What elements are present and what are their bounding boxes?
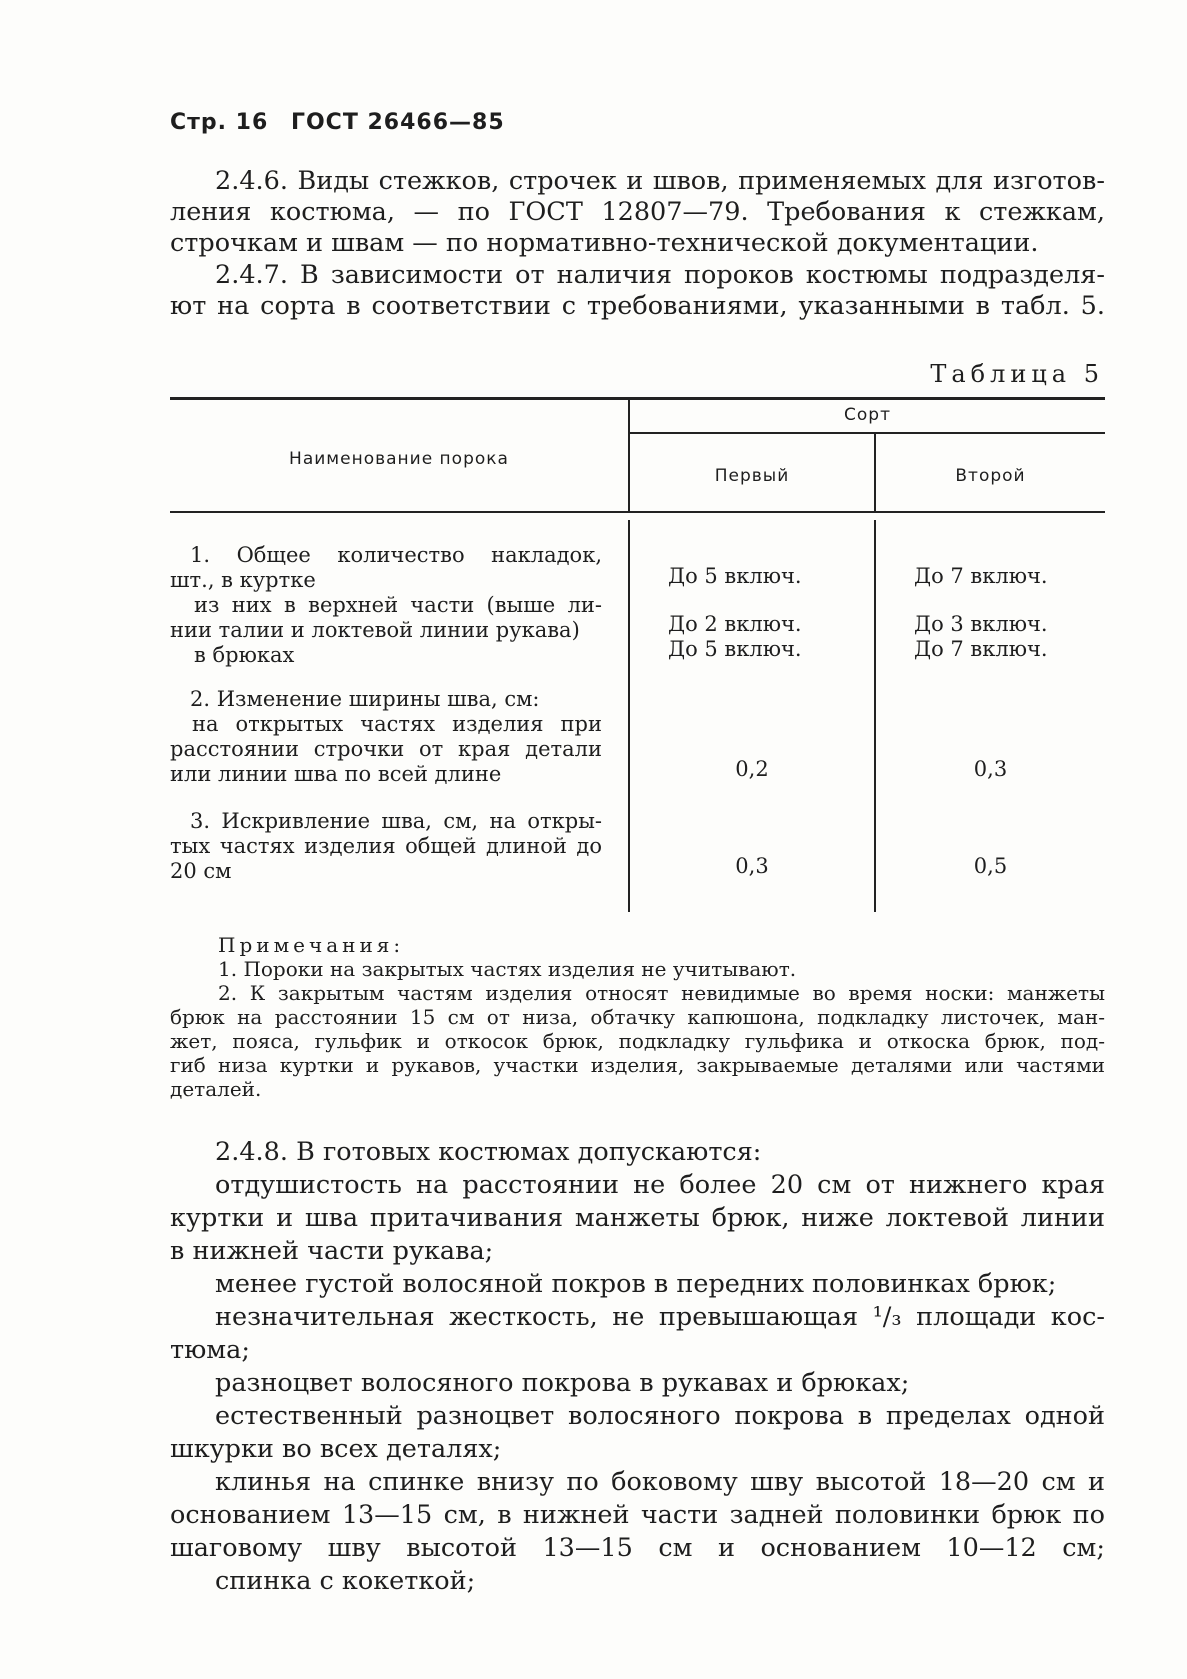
note-line: 2. К закрытым частям изделия относят невидимые во время носки: манжеты [218,981,1105,1005]
cell-line: или линии шва по всей длине [170,762,502,786]
note-line: 1. Пороки на закрытых частях изделия не учитывают. [218,957,797,981]
table-row-2-name [170,687,602,787]
note-line: деталей. [170,1077,262,1101]
text-line: незначительная жесткость, не превышающая ¹/₃ площади кос- [215,1302,1105,1332]
text-line: строчкам и швам — по нормативно-технической документации. [170,228,1039,258]
cell-value: До 7 включ. [914,637,1048,661]
cell-line: 3. Искривление шва, см, на откры- [190,809,602,833]
text-line: 2.4.6. Виды стежков, строчек и швов, применяемых для изготов- [215,166,1105,196]
header-grade: Сорт [844,405,891,425]
table-row-1-first-sub [668,612,802,662]
note-line: гиб низа куртки и рукавов, участки изделия, закрываемые деталями или частями [170,1053,1105,1077]
text-line: в нижней части рукава; [170,1236,494,1266]
text-line: шаговому шву высотой 13—15 см и основанием 10—12 см; [170,1533,1105,1563]
table-row-3-first: 0,3 [735,854,769,878]
cell-value: До 7 включ. [914,564,1048,588]
text-line: 2.4.8. В готовых костюмах допускаются: [215,1137,762,1167]
text-line: куртки и шва притачивания манжеты брюк, ниже локтевой линии [170,1203,1105,1233]
table-row-1-first [668,564,802,589]
table-row-1-second [914,564,1048,589]
cell-line: расстоянии строчки от края детали [170,737,602,761]
page-header [170,110,519,135]
note-line: жет, пояса, гульфик и откосок брюк, подкладку гульфика и откоска брюк, под- [170,1029,1105,1053]
header-second-grade: Второй [955,466,1026,486]
table-row-2-second: 0,3 [973,757,1008,781]
text-line: клинья на спинке внизу по боковому шву высотой 18—20 см и [215,1467,1105,1497]
table-row-1-name [170,543,602,668]
table-notes [170,933,1105,1101]
table-top-rule [170,397,1105,400]
text-line: отдушистость на расстоянии не более 20 см от нижнего края [215,1170,1105,1200]
cell-value: До 5 включ. [668,564,802,588]
note-line: брюк на расстоянии 15 см от низа, обтачку капюшона, подкладку листочек, ман- [170,1005,1105,1029]
cell-line: из них в верхней части (выше ли- [194,593,602,617]
table-header-rule [170,511,1105,513]
cell-value: До 5 включ. [668,637,802,661]
text-line: основанием 13—15 см, в нижней части задней половинки брюк по [170,1500,1105,1530]
cell-line: тых частях изделия общей длиной до [170,834,602,858]
table-grade-rule [629,432,1105,434]
cell-line: 20 см [170,859,232,883]
page-number: Стр. 16 [170,110,269,135]
cell-line: шт., в куртке [170,568,316,592]
paragraph-2-4-8 [170,1136,1105,1598]
table-row-1-second-sub [914,612,1048,662]
cell-line: в брюках [194,643,295,667]
text-line: спинка с кокеткой; [215,1566,476,1596]
paragraph-2-4-7 [170,260,1105,322]
text-line: разноцвет волосяного покрова в рукавах и брюках; [215,1368,910,1398]
notes-title: Примечания: [218,933,405,957]
table-caption: Таблица 5 [930,360,1104,388]
paragraph-2-4-6 [170,166,1105,259]
header-first-grade: Первый [714,466,790,486]
cell-line: 2. Изменение ширины шва, см: [190,687,540,711]
header-defect-name: Наименование порока [289,449,509,469]
table-row-3-second: 0,5 [973,854,1008,878]
table-row-3-name [170,809,602,884]
table-row-2-first: 0,2 [735,757,769,781]
text-line: тюма; [170,1335,250,1365]
text-line: естественный разноцвет волосяного покрова в пределах одной [215,1401,1105,1431]
text-line: 2.4.7. В зависимости от наличия пороков костюмы подразделя- [215,260,1105,290]
text-line: шкурки во всех деталях; [170,1434,502,1464]
cell-line: 1. Общее количество накладок, [190,543,602,567]
text-line: менее густой волосяной покров в передних половинках брюк; [215,1269,1057,1299]
cell-value: До 3 включ. [914,612,1048,636]
text-line: ют на сорта в соответствии с требованиями, указанными в табл. 5. [170,291,1105,321]
cell-value: До 2 включ. [668,612,802,636]
standard-number: ГОСТ 26466—85 [290,110,505,135]
cell-line: нии талии и локтевой линии рукава) [170,618,580,642]
text-line: ления костюма, — по ГОСТ 12807—79. Требования к стежкам, [170,197,1105,227]
cell-line: на открытых частях изделия при [192,712,602,736]
